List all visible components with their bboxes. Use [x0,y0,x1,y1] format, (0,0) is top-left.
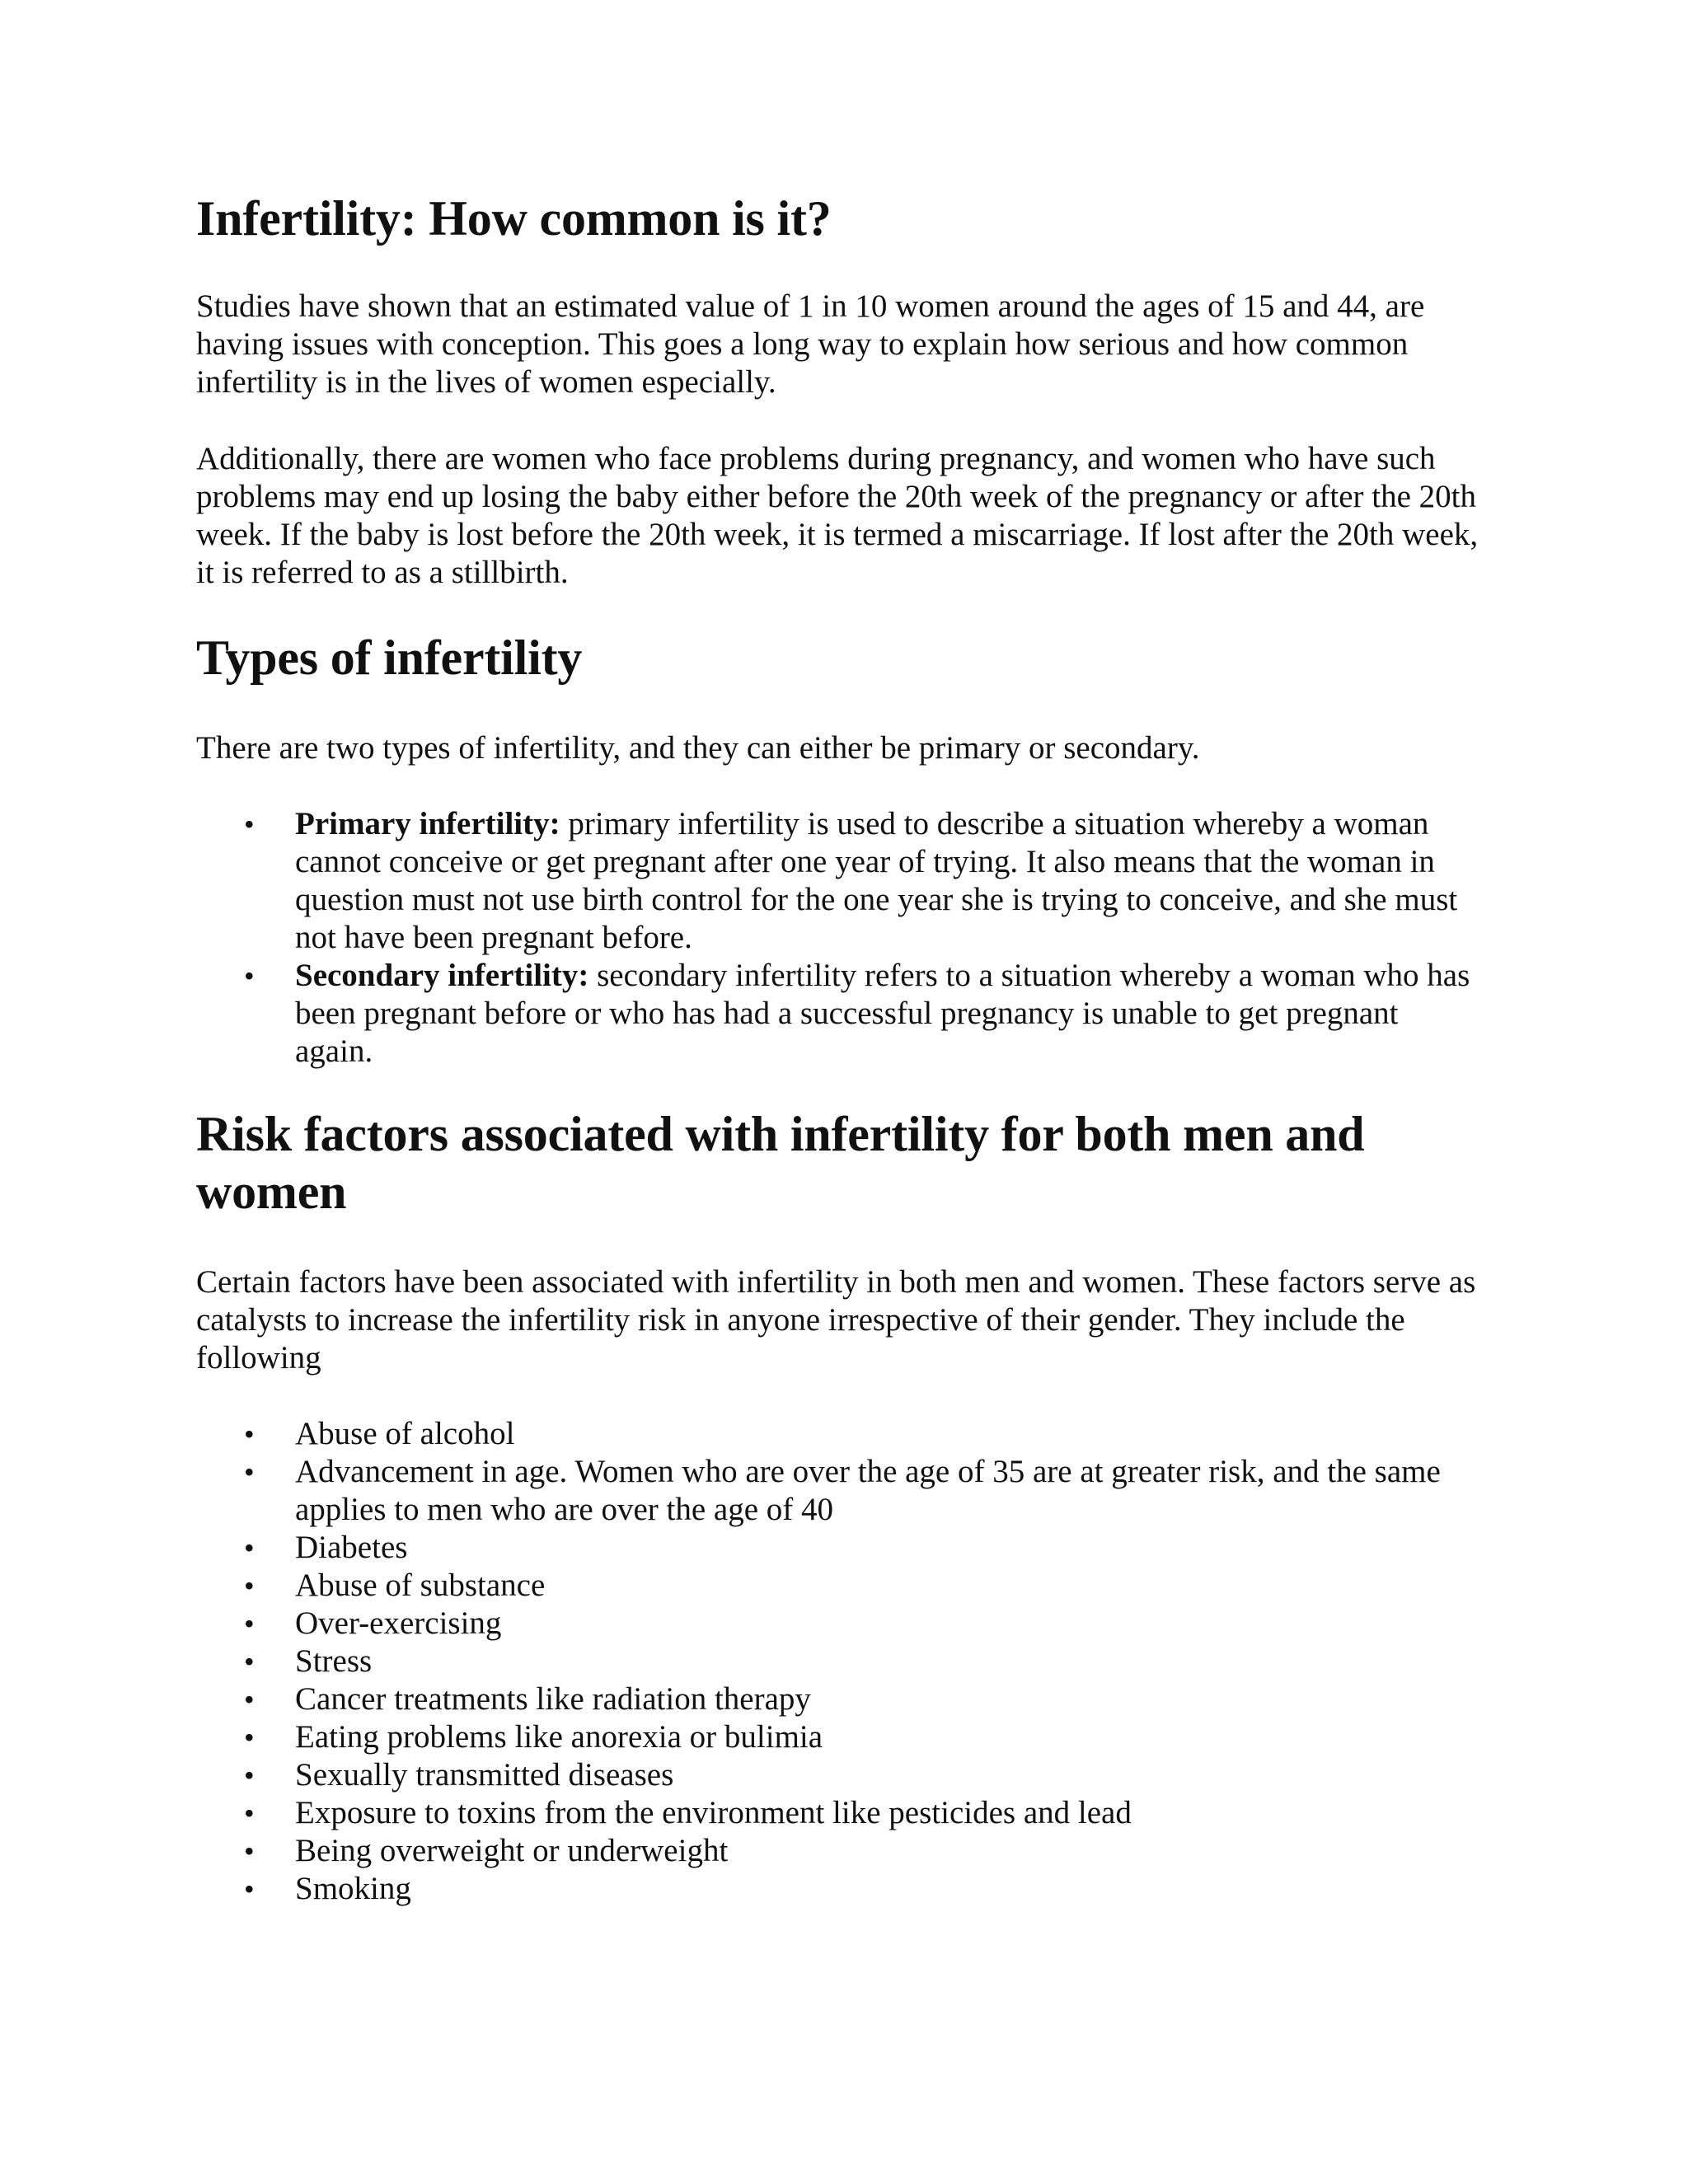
list-item: • Being overweight or underweight [295,1832,1482,1870]
definition-secondary: secondary infertility refers to a situation whereby a woman who has been pregnant before or who has had a successful pregnancy is unable to get pregnant again. [295,958,1470,1069]
list-item: • Abuse of substance [295,1567,1482,1605]
list-item: • Smoking [295,1870,1482,1908]
definition-primary: primary infertility is used to describe a situation whereby a woman cannot conceive or get pregnant after one year of trying. It also means that the woman in question must not use birth control for the one year she is trying to conceive, and she must not have been pregnant before. [295,806,1458,955]
list-item: • Stress [295,1643,1482,1680]
list-item: • Sexually transmitted diseases [295,1756,1482,1794]
list-item: • Eating problems like anorexia or bulimia [295,1718,1482,1756]
paragraph-pregnancy-loss: Additionally, there are women who face problems during pregnancy, and women who have such problems may end up losing the baby either before the 20th week of the pregnancy or after the 20th week. If the baby is lost before the 20th week, it is termed a miscarriage. If lost after the 20th week, it is referred to as a stillbirth. [196,441,1479,590]
types-list [196,805,1482,1071]
list-item-secondary [295,957,1482,1071]
list-item: • Exposure to toxins from the environment like pesticides and lead [295,1794,1482,1832]
heading-types: Types of infertility [196,630,583,685]
list-item: • Advancement in age. Women who are over the age of 35 are at greater risk, and the same applies to men who are over the age of 40 [295,1453,1482,1529]
list-item: • Diabetes [295,1529,1482,1567]
paragraph-statistics: Studies have shown that an estimated value of 1 in 10 women around the ages of 15 and 44, are having issues with conception. This goes a long way to explain how serious and how common infertility is in the lives of women especially. [196,288,1425,400]
risk-factors-list [196,1415,1482,1908]
heading-how-common: Infertility: How common is it? [196,191,832,246]
paragraph-types-intro: There are two types of infertility, and they can either be primary or secondary. [196,730,1200,766]
paragraph-risk-intro: Certain factors have been associated with infertility in both men and women. These factors serve as catalysts to increase the infertility risk in anyone irrespective of their gender. They include the following [196,1264,1476,1376]
list-item: • Over-exercising [295,1605,1482,1643]
term-primary: Primary infertility: [295,806,560,841]
heading-risk-factors: Risk factors associated with infertility for both men and women [196,1107,1365,1219]
list-item-primary [295,805,1482,957]
term-secondary: Secondary infertility: [295,958,589,993]
document-content [196,190,1482,1908]
list-item: • Cancer treatments like radiation therapy [295,1680,1482,1718]
list-item: • Abuse of alcohol [295,1415,1482,1453]
